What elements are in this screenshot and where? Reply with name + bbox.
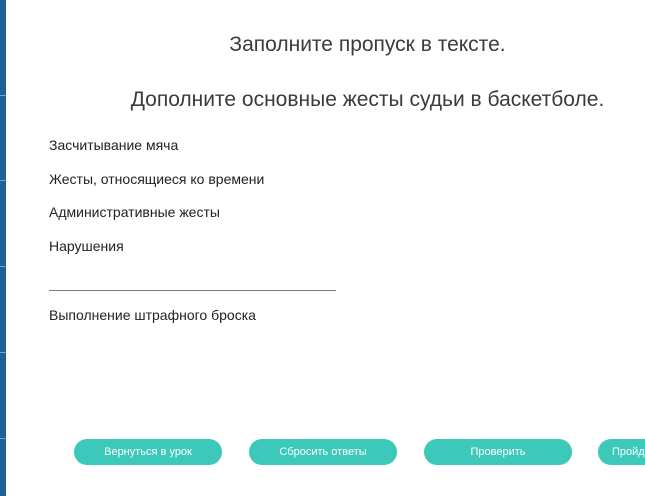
- list-item: Нарушения: [49, 238, 124, 254]
- sidebar-divider: [0, 95, 6, 96]
- task-instruction: Дополните основные жесты судьи в баскетболе.: [130, 88, 605, 111]
- check-button[interactable]: Проверить: [424, 439, 572, 465]
- next-button[interactable]: Пройд: [598, 439, 645, 465]
- sidebar-divider: [0, 352, 6, 353]
- left-sidebar-strip: [0, 0, 6, 496]
- sidebar-divider: [0, 266, 6, 267]
- answer-blank-input[interactable]: [49, 272, 336, 291]
- list-item: Административные жесты: [49, 204, 220, 220]
- back-to-lesson-button[interactable]: Вернуться в урок: [74, 439, 222, 465]
- action-bar: [0, 439, 645, 466]
- sidebar-divider: [0, 180, 6, 181]
- task-title: Заполните пропуск в тексте.: [229, 33, 506, 56]
- reset-answers-button[interactable]: Сбросить ответы: [249, 439, 397, 465]
- list-item: Жесты, относящиеся ко времени: [49, 171, 265, 187]
- list-item: Засчитывание мяча: [49, 137, 179, 153]
- list-item: Выполнение штрафного броска: [49, 307, 256, 323]
